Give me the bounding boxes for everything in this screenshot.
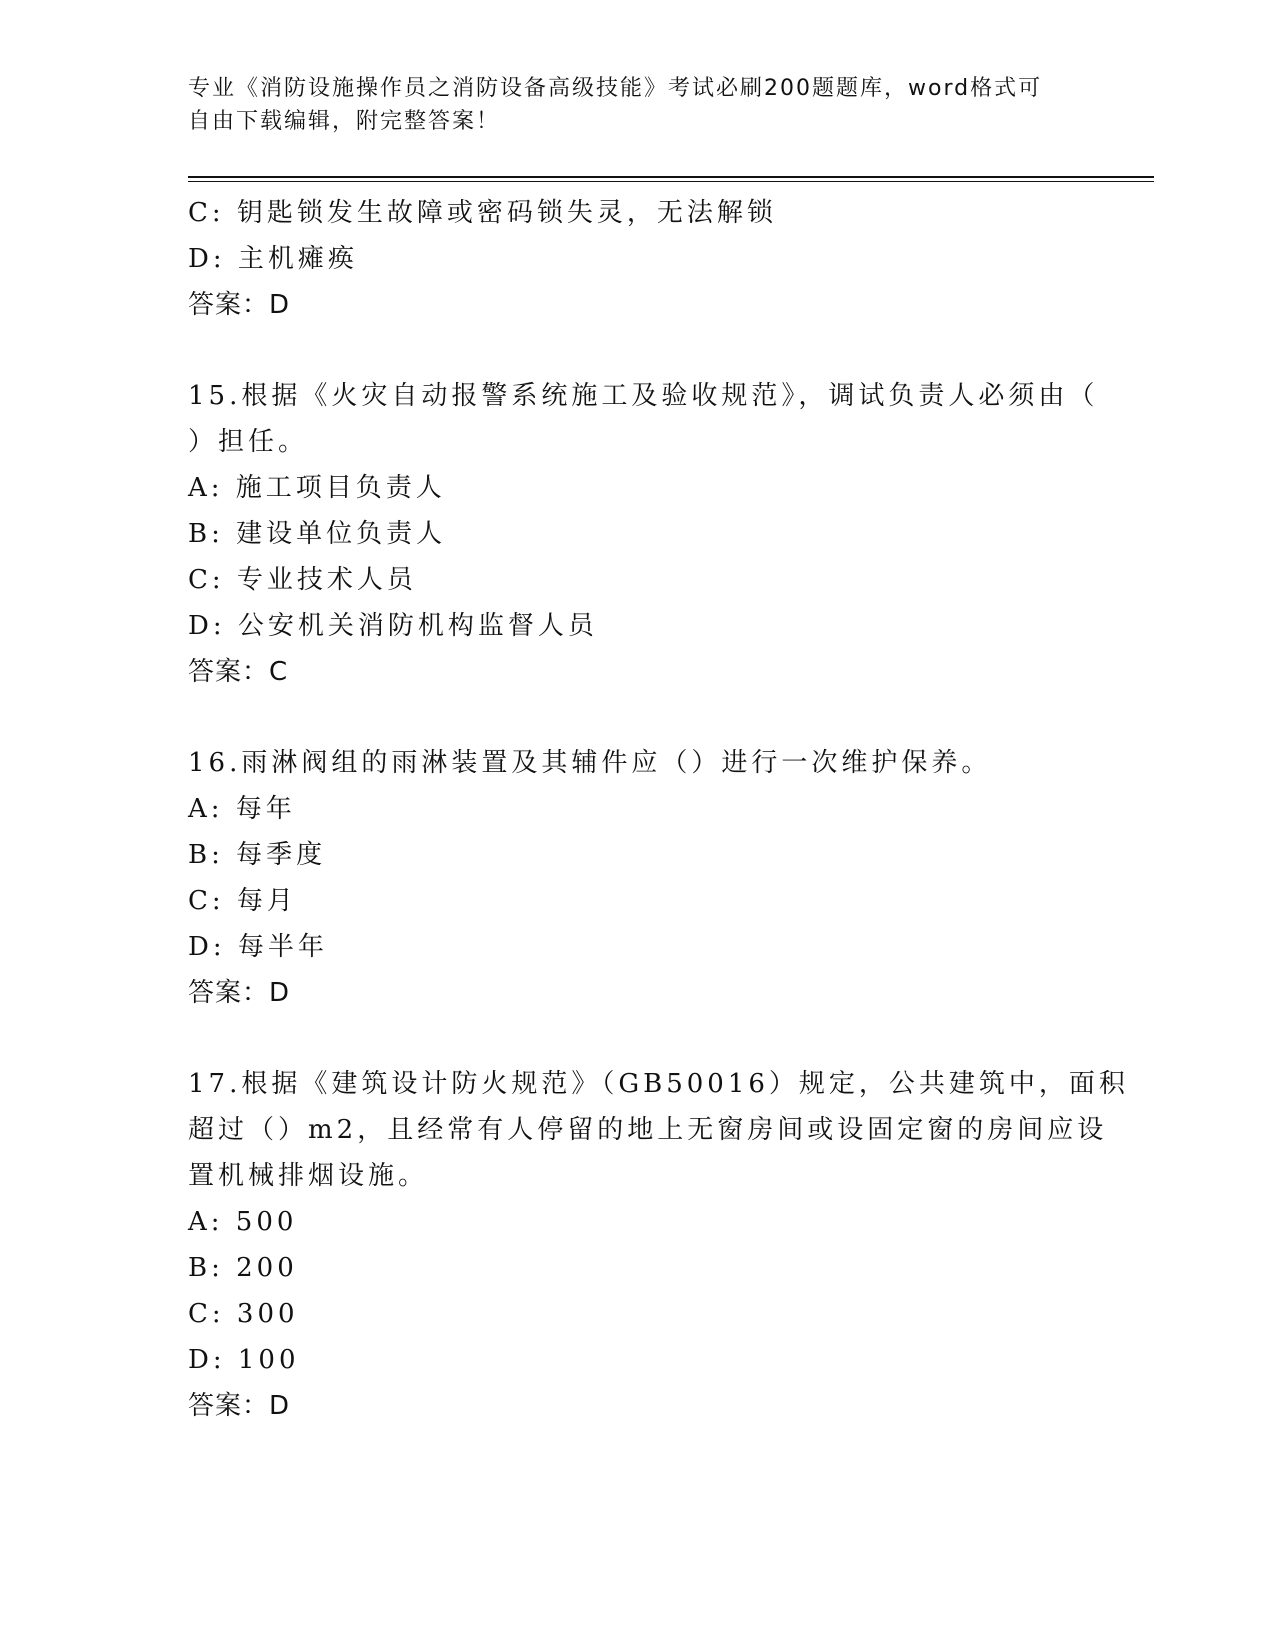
question-text-line: 17.根据《建筑设计防火规范》（GB50016）规定，公共建筑中，面积 <box>188 1069 1129 1099</box>
question-text-line: 超过（）m2，且经常有人停留的地上无窗房间或设固定窗的房间应设 <box>188 1115 1108 1145</box>
option-d: D: 每半年 <box>188 932 328 962</box>
header-line-2: 自由下载编辑，附完整答案！ <box>188 109 501 134</box>
question-block-16 <box>188 740 1088 1016</box>
header-divider-thick <box>188 176 1154 178</box>
question-text-line: 16.雨淋阀组的雨淋装置及其辅件应（）进行一次维护保养。 <box>188 748 992 778</box>
option-d: D: 100 <box>188 1345 300 1375</box>
option-a: A: 500 <box>188 1207 298 1237</box>
question-text-line: 置机械排烟设施。 <box>188 1161 429 1191</box>
option-a: A: 施工项目负责人 <box>188 473 446 503</box>
option-b: B: 建设单位负责人 <box>188 519 447 549</box>
question-list <box>188 190 1129 1429</box>
option-a: A: 每年 <box>188 794 296 824</box>
question-block-17 <box>188 1061 1129 1429</box>
option-d: D: 公安机关消防机构监督人员 <box>188 611 598 641</box>
question-text-line: ）担任。 <box>188 427 309 457</box>
question-block-15 <box>188 373 1099 695</box>
answer: 答案：D <box>188 978 291 1008</box>
spacer <box>188 695 1088 740</box>
header-divider-thin <box>188 181 1154 182</box>
option-b: B: 200 <box>188 1253 298 1283</box>
option-c: C: 钥匙锁发生故障或密码锁失灵，无法解锁 <box>188 198 777 228</box>
option-c: C: 300 <box>188 1299 299 1329</box>
option-c: C: 每月 <box>188 886 297 916</box>
document-header <box>188 72 1068 138</box>
answer: 答案：D <box>188 1391 291 1421</box>
option-b: B: 每季度 <box>188 840 327 870</box>
answer: 答案：C <box>188 657 289 687</box>
option-c: C: 专业技术人员 <box>188 565 417 595</box>
question-block-14-continued <box>188 190 1088 328</box>
spacer <box>188 328 1088 373</box>
header-line-1: 专业《消防设施操作员之消防设备高级技能》考试必刷200题题库，word格式可 <box>188 76 1043 101</box>
spacer <box>188 1016 1088 1061</box>
question-text-line: 15.根据《火灾自动报警系统施工及验收规范》，调试负责人必须由（ <box>188 381 1099 411</box>
option-d: D: 主机瘫痪 <box>188 244 358 274</box>
answer: 答案：D <box>188 290 291 320</box>
